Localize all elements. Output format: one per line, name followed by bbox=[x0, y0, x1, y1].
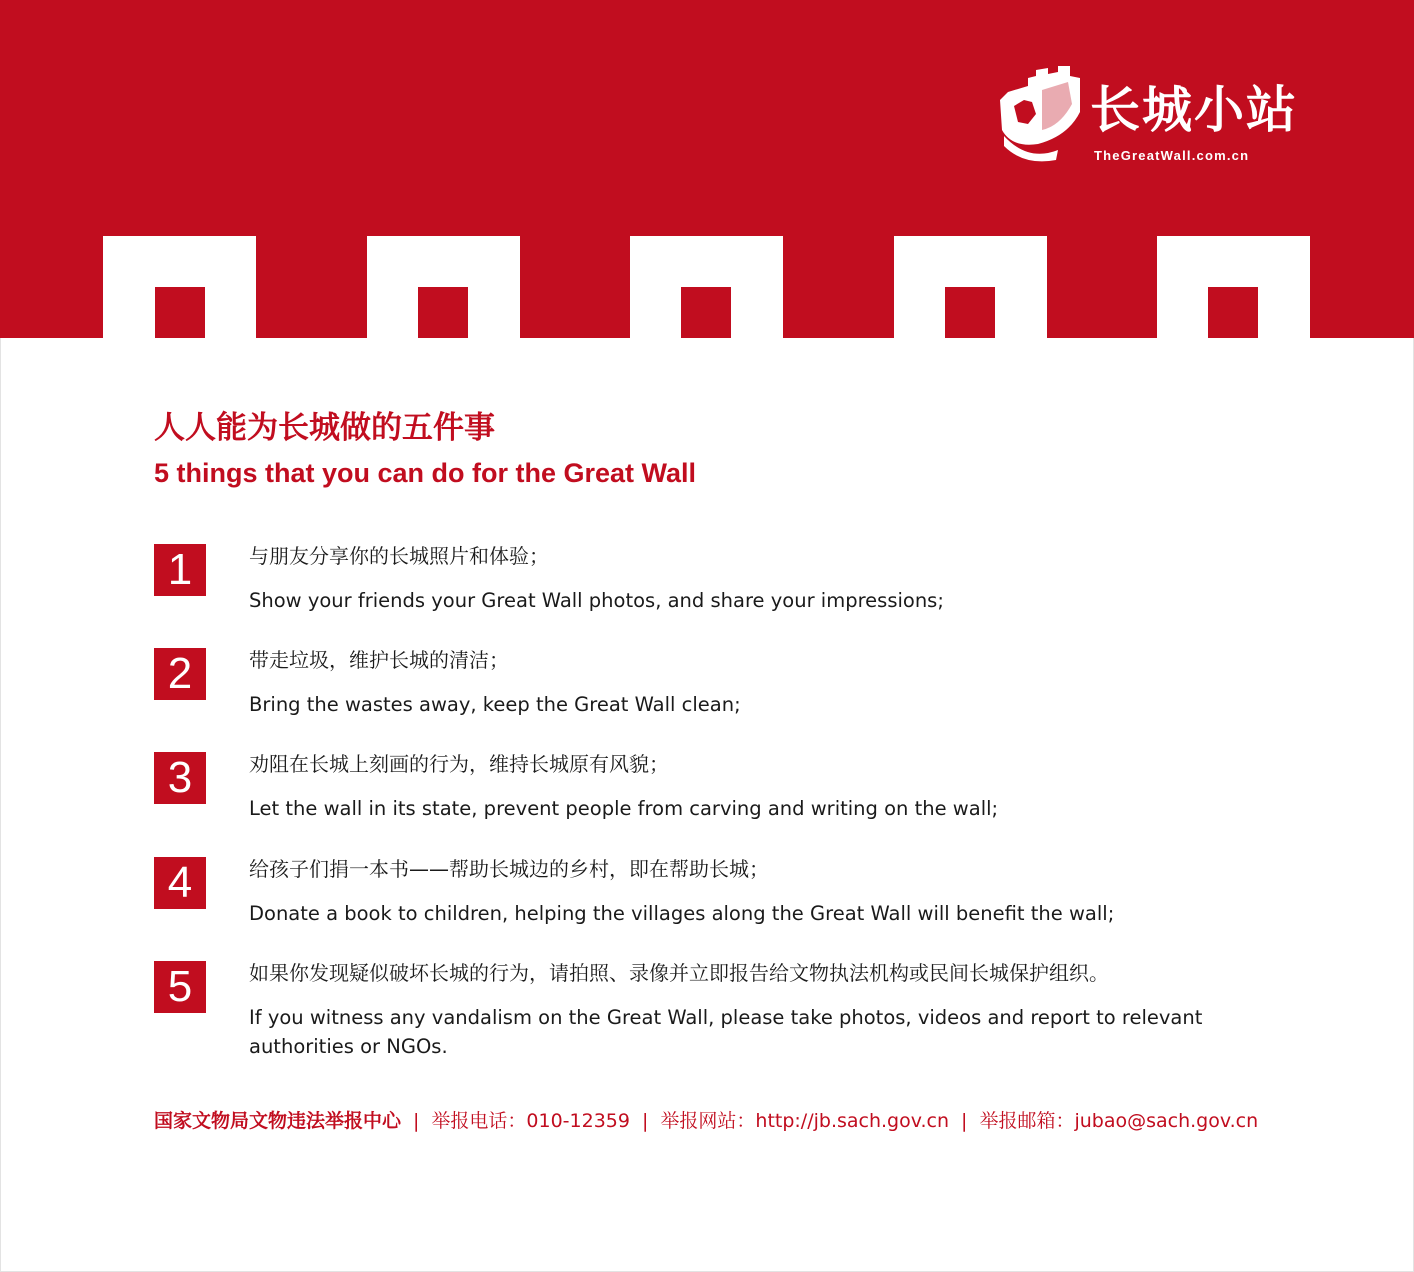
site-logo[interactable] bbox=[998, 66, 1318, 170]
page-title-chinese: 人人能为长城做的五件事 bbox=[154, 410, 495, 446]
report-contact-footer bbox=[154, 1106, 1258, 1136]
footer-website-link[interactable]: 举报网站：http://jb.sach.gov.cn bbox=[660, 1110, 950, 1132]
footer-org-name: 国家文物局文物违法举报中心 bbox=[154, 1110, 402, 1132]
item-number-badge: 2 bbox=[154, 648, 206, 700]
item-text-chinese: 与朋友分享你的长城照片和体验； bbox=[249, 544, 549, 568]
item-text-english: If you witness any vandalism on the Great Wall, please take photos, videos and report to relevant authorities or NGOs. bbox=[249, 1006, 1203, 1058]
footer-separator: | bbox=[961, 1110, 968, 1132]
logo-site-url: TheGreatWall.com.cn bbox=[1094, 148, 1250, 163]
item-text-chinese: 带走垃圾，维护长城的清洁； bbox=[249, 648, 509, 672]
item-number-badge: 4 bbox=[154, 857, 206, 909]
item-number-badge: 5 bbox=[154, 961, 206, 1013]
item-text-chinese: 如果你发现疑似破坏长城的行为，请拍照、录像并立即报告给文物执法机构或民间长城保护组织。 bbox=[249, 961, 1109, 985]
item-text-english: Donate a book to children, helping the villages along the Great Wall will benefit the wall; bbox=[249, 902, 1115, 925]
footer-separator: | bbox=[642, 1110, 649, 1132]
item-number-badge: 3 bbox=[154, 752, 206, 804]
great-wall-banner bbox=[0, 0, 1414, 340]
item-text-chinese: 给孩子们捐一本书——帮助长城边的乡村，即在帮助长城； bbox=[249, 857, 769, 881]
logo-chinese-name: 长城小站 bbox=[1090, 80, 1298, 139]
great-wall-tower-icon bbox=[998, 66, 1082, 162]
footer-separator: | bbox=[413, 1110, 420, 1132]
footer-email-link[interactable]: 举报邮箱：jubao@sach.gov.cn bbox=[979, 1110, 1259, 1132]
item-text-chinese: 劝阻在长城上刻画的行为，维持长城原有风貌； bbox=[249, 752, 669, 776]
item-text-english: Bring the wastes away, keep the Great Wall clean; bbox=[249, 693, 741, 716]
item-number-badge: 1 bbox=[154, 544, 206, 596]
item-text-english: Let the wall in its state, prevent people from carving and writing on the wall; bbox=[249, 797, 999, 820]
footer-phone[interactable]: 举报电话：010-12359 bbox=[431, 1110, 630, 1132]
page-title-english: 5 things that you can do for the Great Wall bbox=[154, 458, 697, 488]
item-text-english: Show your friends your Great Wall photos, and share your impressions; bbox=[249, 589, 944, 612]
